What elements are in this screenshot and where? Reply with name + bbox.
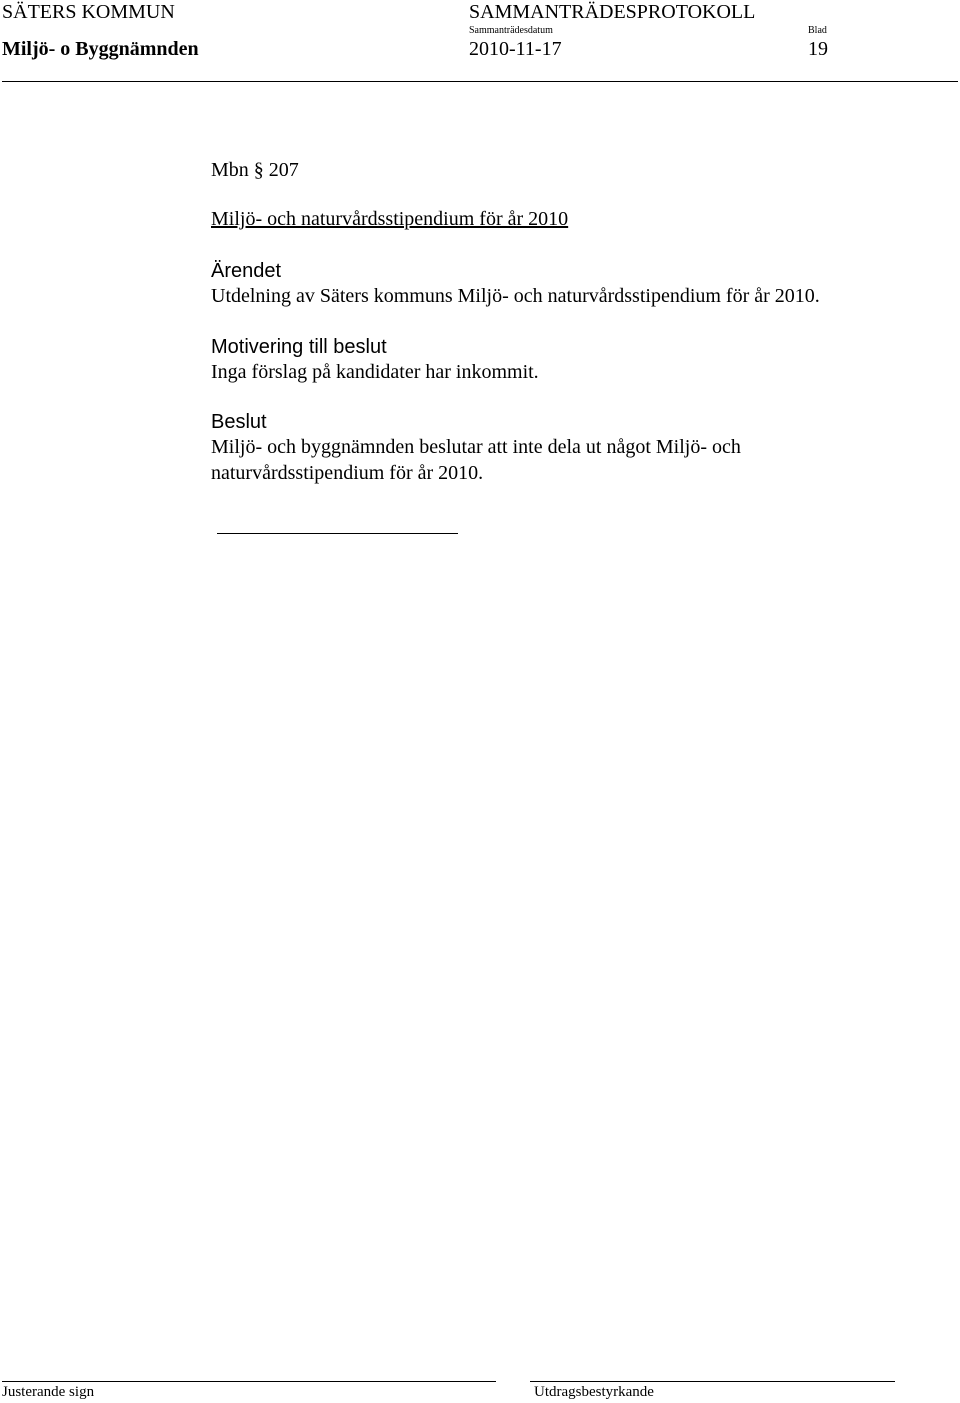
organization-name: SÄTERS KOMMUN [2, 1, 175, 23]
meeting-date-caption: Sammanträdesdatum [469, 25, 553, 36]
section-text-arendet: Utdelning av Säters kommuns Miljö- och naturvårdsstipendium för år 2010. [211, 285, 820, 307]
page-number-caption: Blad [808, 25, 827, 36]
meeting-date: 2010-11-17 [469, 38, 562, 60]
paragraph-title: Miljö- och naturvårdsstipendium för år 2010 [211, 208, 569, 230]
section-text-beslut-line-1: Miljö- och byggnämnden beslutar att inte dela ut något Miljö- och [211, 436, 741, 458]
committee-name: Miljö- o Byggnämnden [2, 38, 199, 60]
paragraph-end-rule [217, 533, 458, 534]
page-number: 19 [808, 38, 828, 60]
section-heading-arendet: Ärendet [211, 260, 282, 282]
section-text-motivering: Inga förslag på kandidater har inkommit. [211, 361, 539, 383]
header-divider [2, 81, 958, 82]
section-heading-motivering: Motivering till beslut [211, 336, 387, 358]
signature-line-right [530, 1381, 895, 1382]
extract-certification-label: Utdragsbestyrkande [534, 1384, 654, 1400]
section-heading-beslut: Beslut [211, 411, 267, 433]
adjuster-signature-label: Justerande sign [2, 1384, 95, 1400]
document-type: SAMMANTRÄDESPROTOKOLL [469, 1, 756, 23]
signature-line-left [2, 1381, 496, 1382]
section-text-beslut-line-2: naturvårdsstipendium för år 2010. [211, 462, 484, 484]
paragraph-number: Mbn § 207 [211, 159, 299, 181]
